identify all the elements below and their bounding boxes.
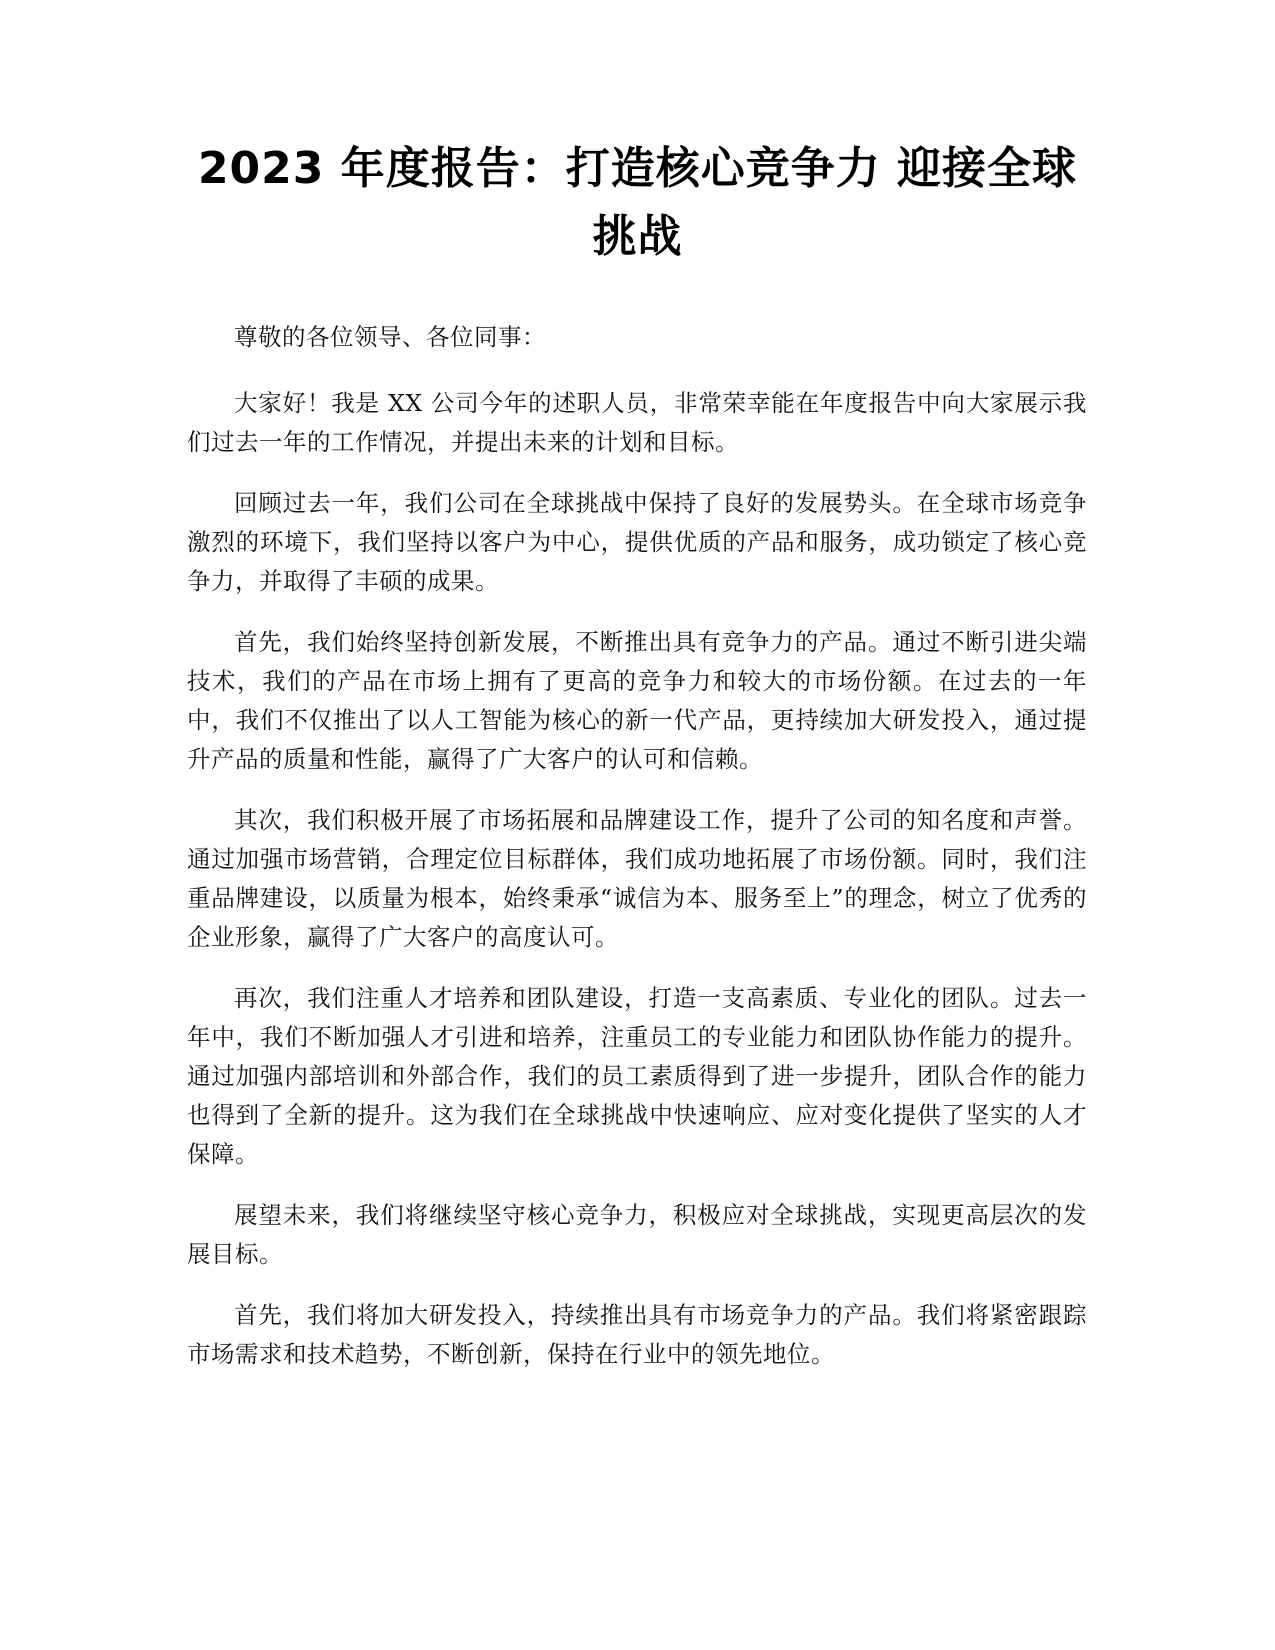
paragraph-outlook: 展望未来，我们将继续坚守核心竞争力，积极应对全球挑战，实现更高层次的发展目标。 — [187, 1201, 1087, 1268]
paragraph-rd-plan: 首先，我们将加大研发投入，持续推出具有市场竞争力的产品。我们将紧密跟踪市场需求和技术趋势，不断创新，保持在行业中的领先地位。 — [187, 1301, 1087, 1368]
title-block — [150, 135, 1125, 271]
document-body — [187, 318, 1087, 1396]
paragraph-review: 回顾过去一年，我们公司在全球挑战中保持了良好的发展势头。在全球市场竞争激烈的环境下，我们坚持以客户为中心，提供优质的产品和服务，成功锁定了核心竞争力，并取得了丰硕的成果。 — [187, 489, 1087, 595]
paragraph-talent: 再次，我们注重人才培养和团队建设，打造一支高素质、专业化的团队。过去一年中，我们不断加强人才引进和培养，注重员工的专业能力和团队协作能力的提升。通过加强内部培训和外部合作，我们的员工素质得到了进一步提升，团队合作的能力也得到了全新的提升。这为我们在全球挑战中快速响应、应对变化提供了坚实的人才保障。 — [187, 984, 1087, 1168]
paragraph-greeting: 大家好！我是 XX 公司今年的述职人员，非常荣幸能在年度报告中向大家展示我们过去一年的工作情况，并提出未来的计划和目标。 — [187, 389, 1087, 456]
paragraph-marketing: 其次，我们积极开展了市场拓展和品牌建设工作，提升了公司的知名度和声誉。通过加强市场营销，合理定位目标群体，我们成功地拓展了市场份额。同时，我们注重品牌建设，以质量为根本，始终秉承“诚信为本、服务至上”的理念，树立了优秀的企业形象，赢得了广大客户的高度认可。 — [187, 806, 1087, 951]
title-line-2: 挑战 — [592, 211, 683, 262]
document-title — [150, 135, 1125, 271]
paragraph-innovation: 首先，我们始终坚持创新发展，不断推出具有竞争力的产品。通过不断引进尖端技术，我们的产品在市场上拥有了更高的竞争力和较大的市场份额。在过去的一年中，我们不仅推出了以人工智能为核心的新一代产品，更持续加大研发投入，通过提升产品的质量和性能，赢得了广大客户的认可和信赖。 — [187, 628, 1087, 773]
salutation: 尊敬的各位领导、各位同事： — [234, 323, 546, 351]
title-line-1: 2023 年度报告：打造核心竞争力 迎接全球 — [197, 143, 1078, 194]
